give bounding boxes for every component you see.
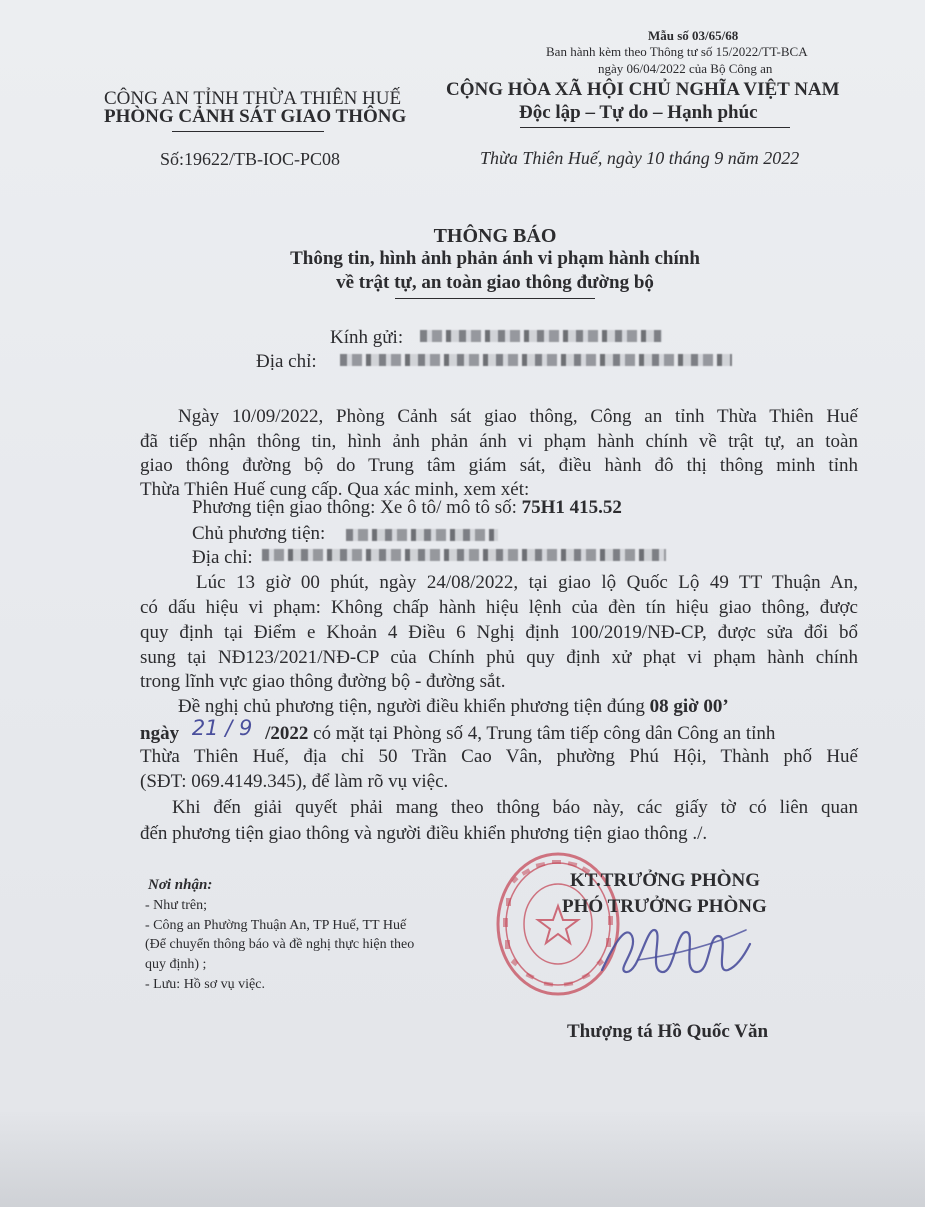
appointment-time: 08 giờ 00’ [649, 696, 729, 717]
para4-line2: đến phương tiện giao thông và người điều khiển phương tiện giao thông ./. [140, 823, 708, 844]
redacted-owner-address [262, 549, 666, 561]
appointment-day-label: ngày [140, 723, 180, 744]
para2-line4: sung tại NĐ123/2021/NĐ-CP của Chính phủ quy định xử phạt vi phạm hành chính [140, 647, 858, 668]
form-issued-line2: ngày 06/04/2022 của Bộ Công an [598, 61, 773, 76]
nation-motto: Độc lập – Tự do – Hạnh phúc [519, 102, 758, 123]
vehicle-line [192, 497, 622, 519]
para2-line2: có dấu hiệu vi phạm: Không chấp hành hiệu lệnh của đèn tín hiệu giao thông, được [140, 597, 858, 618]
owner-address-label: Địa chỉ: [192, 547, 253, 568]
recipient-address-label: Địa chỉ: [256, 351, 317, 372]
recipients-line2: - Công an Phường Thuận An, TP Huế, TT Huế [145, 918, 407, 933]
para3-line3: Thừa Thiên Huế, địa chỉ 50 Trần Cao Vân, phường Phú Hội, Thành phố Huế [140, 746, 858, 767]
appointment-year: /2022 [265, 723, 309, 744]
para4-line1: Khi đến giải quyết phải mang theo thông báo này, các giấy tờ có liên quan [172, 797, 858, 818]
redacted-recipient [420, 330, 662, 342]
vehicle-label: Phương tiện giao thông: Xe ô tô/ mô tô số: [192, 497, 522, 518]
para3-line1 [178, 696, 729, 718]
recipient-label: Kính gửi: [330, 327, 404, 348]
place-date: Thừa Thiên Huế, ngày 10 tháng 9 năm 2022 [480, 148, 800, 168]
motto-underline [520, 127, 790, 128]
recipients-line3: (Để chuyển thông báo và đề nghị thực hiện theo [145, 937, 415, 952]
handwritten-signature [596, 900, 756, 992]
handwritten-date: 21 / 9 [191, 716, 253, 740]
para2-line5: trong lĩnh vực giao thông đường bộ - đường sắt. [140, 671, 506, 692]
para1-line3: giao thông đường bộ do Trung tâm giám sát, điều hành đô thị thông minh tỉnh [140, 455, 858, 476]
para3-line2-text: có mặt tại Phòng số 4, Trung tâm tiếp công dân Công an tỉnh [308, 723, 776, 744]
para3-line2 [140, 716, 776, 745]
notice-subtitle-2: về trật tự, an toàn giao thông đường bộ [336, 272, 654, 293]
signer-name: Thượng tá Hồ Quốc Văn [567, 1021, 769, 1042]
title-underline [395, 298, 595, 299]
notice-title: THÔNG BÁO [433, 225, 557, 247]
para3-line4: (SĐT: 069.4149.345), để làm rõ vụ việc. [140, 771, 449, 792]
agency-underline [172, 131, 324, 132]
recipients-line4: quy định) ; [145, 957, 207, 972]
notice-subtitle-1: Thông tin, hình ảnh phản ánh vi phạm hành chính [290, 248, 700, 269]
recipients-heading: Nơi nhận: [148, 877, 213, 893]
redacted-recipient-address [340, 354, 732, 366]
signature-role-2: PHÓ TRƯỞNG PHÒNG [562, 896, 767, 917]
recipients-line5: - Lưu: Hồ sơ vụ việc. [145, 977, 265, 992]
para1-line4: Thừa Thiên Huế cung cấp. Qua xác minh, xem xét: [140, 479, 530, 500]
form-code: Mẫu số 03/65/68 [648, 28, 739, 43]
document-number: Số:19622/TB-IOC-PC08 [160, 149, 341, 169]
para1-line2: đã tiếp nhận thông tin, hình ảnh phản ánh vi phạm hành chính về trật tự, an toàn [140, 431, 858, 452]
para2-line3: quy định tại Điểm e Khoản 4 Điều 6 Nghị định 100/2019/NĐ-CP, được sửa đổi bổ [140, 622, 858, 643]
signature-role-1: KT.TRƯỞNG PHÒNG [570, 870, 760, 891]
agency-parent: CÔNG AN TỈNH THỪA THIÊN HUẾ [104, 88, 402, 109]
para1-line1: Ngày 10/09/2022, Phòng Cảnh sát giao thông, Công an tỉnh Thừa Thiên Huế [178, 406, 858, 427]
para3-line1-text: Đề nghị chủ phương tiện, người điều khiển phương tiện đúng [178, 696, 650, 717]
owner-label: Chủ phương tiện: [192, 523, 326, 544]
nation-name: CỘNG HÒA XÃ HỘI CHỦ NGHĨA VIỆT NAM [446, 79, 840, 100]
redacted-owner [346, 529, 498, 541]
plate-number: 75H1 415.52 [521, 497, 622, 518]
para2-line1: Lúc 13 giờ 00 phút, ngày 24/08/2022, tại giao lộ Quốc Lộ 49 TT Thuận An, [196, 572, 858, 593]
form-issued-line1: Ban hành kèm theo Thông tư số 15/2022/TT-BCA [546, 44, 808, 59]
agency-name: PHÒNG CẢNH SÁT GIAO THÔNG [104, 106, 407, 127]
page-shadow [0, 1110, 925, 1207]
recipients-line1: - Như trên; [145, 898, 208, 913]
